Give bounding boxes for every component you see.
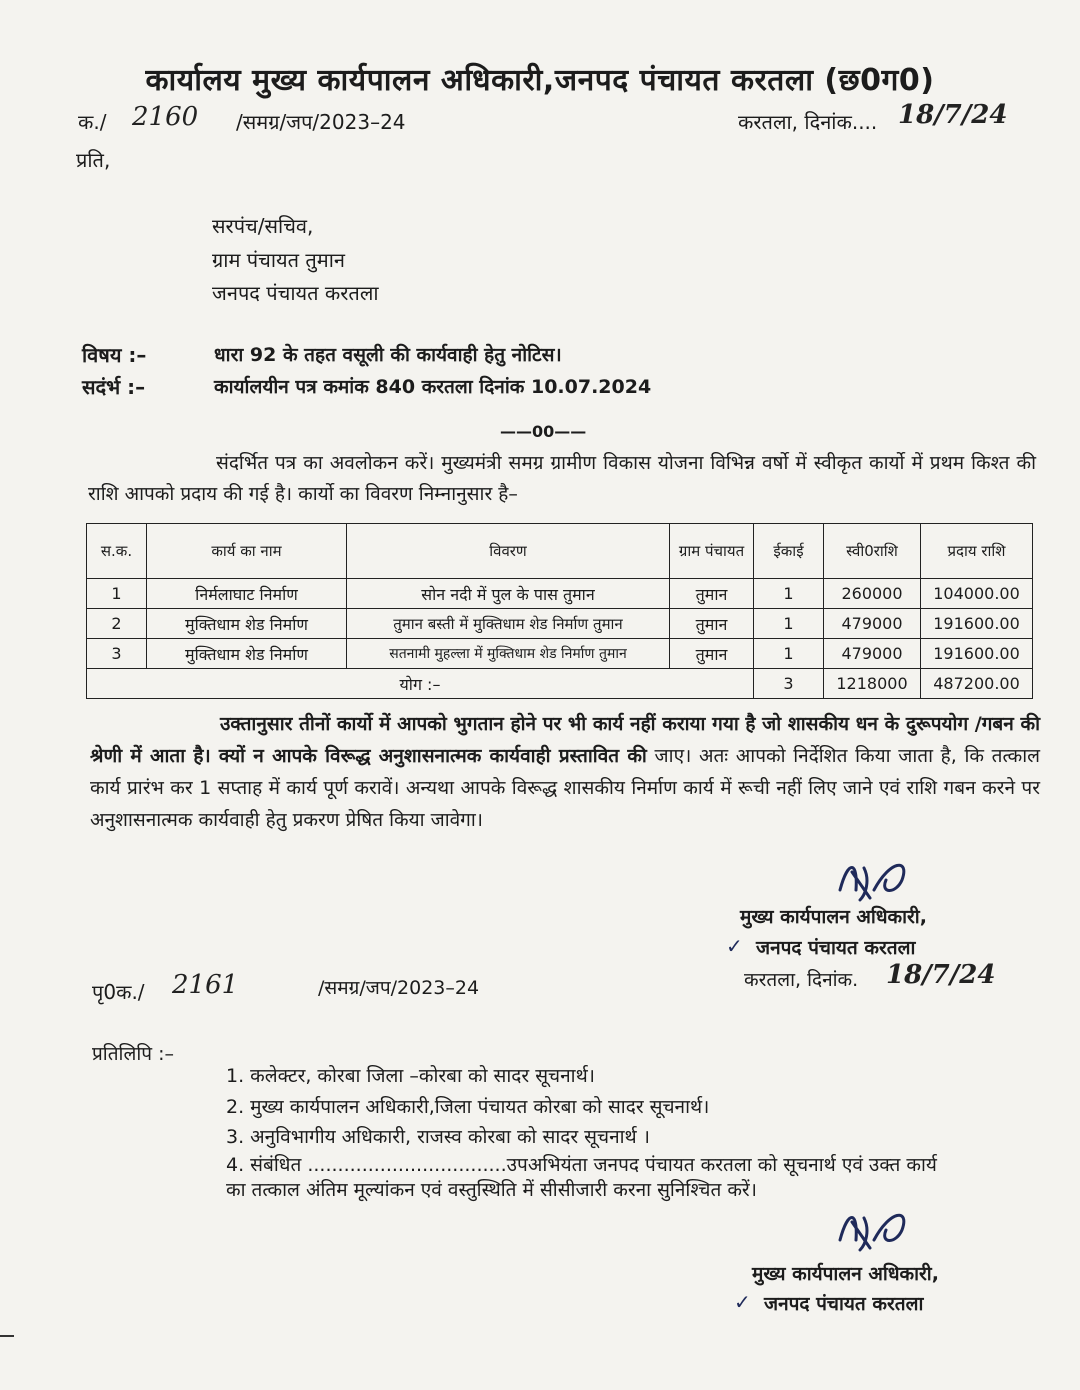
reference-label: सदंर्भ :– (82, 375, 146, 399)
total-sanctioned: 1218000 (824, 669, 921, 699)
table-row (87, 579, 1033, 609)
header-gram-panchayat: ग्राम पंचायत (670, 524, 754, 579)
endorsement-ref-suffix: /समग्र/जप/2023–24 (318, 977, 480, 999)
addressee-line2: ग्राम पंचायत तुमान (212, 248, 346, 272)
letter-date-handwritten: 18/7/24 (898, 100, 1008, 130)
works-table (86, 523, 1033, 699)
table-header-row (87, 524, 1033, 579)
endorsement-ref-prefix: पृ0क./ (92, 980, 145, 1004)
header-work-name: कार्य का नाम (147, 524, 347, 579)
cell-provided: 104000.00 (921, 579, 1033, 609)
total-label: योग :– (87, 669, 754, 699)
signature-2 (830, 1200, 920, 1260)
body-rest: जाए। अतः आपको निर्देशित किया जाता है, कि तत्काल कार्य प्रारंभ कर 1 सप्ताह में कार्य पूर्ण करावें। अन्यथा आपके विरूद्ध शासकीय निर्माण कार्य में रूची नहीं लिए जाने एवं राशि गबन करने पर अनुशासनात्मक कार्यवाही हेतु प्रकरण प्रेषित किया जावेगा। (90, 745, 1041, 831)
header-sn: स.क. (87, 524, 147, 579)
copy-label: प्रतिलिपि :– (92, 1043, 175, 1065)
letter-place-date: करतला, दिनांक.... (738, 110, 878, 134)
header-sanctioned: स्वी0राशि (824, 524, 921, 579)
cell-provided: 191600.00 (921, 639, 1033, 669)
cell-unit: 1 (754, 639, 824, 669)
copy-item: 4. संबंधित .................................उपअभियंता जनपद पंचायत करतला को सूचनार्थ एवं उक्त कार्य (226, 1154, 937, 1176)
copy-item: 1. कलेक्टर, कोरबा जिला –कोरबा को सादर सूचनार्थ। (226, 1065, 595, 1087)
signature2-designation: मुख्य कार्यपालन अधिकारी, (752, 1263, 939, 1285)
signature1-date-handwritten: 18/7/24 (886, 960, 996, 990)
tick-mark: ✓ (734, 1290, 751, 1314)
letter-ref-prefix: क./ (78, 110, 107, 134)
cell-work-name: मुक्तिधाम शेड निर्माण (147, 609, 347, 639)
header-details: विवरण (347, 524, 670, 579)
separator: ——00—— (500, 422, 587, 441)
table-row (87, 639, 1033, 669)
cell-unit: 1 (754, 609, 824, 639)
cell-sn: 3 (87, 639, 147, 669)
reference-text: कार्यालयीन पत्र कमांक 840 करतला दिनांक 10.07.2024 (214, 376, 652, 398)
cell-details: सोन नदी में पुल के पास तुमान (347, 579, 670, 609)
subject-label: विषय :– (82, 343, 147, 367)
cell-sanctioned: 479000 (824, 639, 921, 669)
signature2-office: जनपद पंचायत करतला (764, 1293, 924, 1315)
cell-details: सतनामी मुहल्ला में मुक्तिधाम शेड निर्माण तुमान (347, 639, 670, 669)
cell-sanctioned: 479000 (824, 609, 921, 639)
addressee-line1: सरपंच/सचिव, (212, 214, 314, 238)
signature1-place-date: करतला, दिनांक. (744, 969, 859, 991)
signature-1 (830, 850, 920, 910)
total-unit: 3 (754, 669, 824, 699)
total-provided: 487200.00 (921, 669, 1033, 699)
table-row (87, 609, 1033, 639)
body-bold-part: उक्तानुसार तीनों कार्यो में आपको भुगतान होने पर भी कार्य नहीं कराया गया है जो शासकीय धन के दुरूपयोग /गबन की श्रेणी में आता है। क्यों न आपके विरूद्ध अनुशासनात्मक कार्यवाही प्रस्तावित की (90, 713, 1040, 767)
cell-sanctioned: 260000 (824, 579, 921, 609)
signature1-office: जनपद पंचायत करतला (756, 937, 916, 959)
table-total-row (87, 669, 1033, 699)
cell-details: तुमान बस्ती में मुक्तिधाम शेड निर्माण तुमान (347, 609, 670, 639)
page-edge-mark (0, 1335, 14, 1337)
addressee-line3: जनपद पंचायत करतला (212, 281, 379, 305)
tick-mark: ✓ (726, 934, 743, 958)
header-provided: प्रदाय राशि (921, 524, 1033, 579)
cell-gp: तुमान (670, 609, 754, 639)
to-label: प्रति, (76, 148, 111, 172)
endorsement-ref-number: 2161 (172, 970, 239, 1000)
body-paragraph (90, 708, 1040, 836)
intro-paragraph: संदर्भित पत्र का अवलोकन करें। मुख्यमंत्री समग्र ग्रामीण विकास योजना विभिन्न वर्षो में स्वीकृत कार्यो में प्रथम किश्त की राशि आपको प्रदाय की गई है। कार्यो का विवरण निम्नानुसार है– (88, 452, 1036, 505)
cell-provided: 191600.00 (921, 609, 1033, 639)
cell-sn: 2 (87, 609, 147, 639)
cell-gp: तुमान (670, 639, 754, 669)
letter-ref-suffix: /समग्र/जप/2023–24 (236, 110, 406, 134)
office-title: कार्यालय मुख्य कार्यपालन अधिकारी,जनपद पंचायत करतला (छ0ग0) (145, 63, 935, 98)
copy-item: 3. अनुविभागीय अधिकारी, राजस्व कोरबा को सादर सूचनार्थ । (226, 1126, 650, 1148)
copy-item: 2. मुख्य कार्यपालन अधिकारी,जिला पंचायत कोरबा को सादर सूचनार्थ। (226, 1096, 710, 1118)
cell-sn: 1 (87, 579, 147, 609)
copy-item: का तत्काल अंतिम मूल्यांकन एवं वस्तुस्थिति में सीसीजारी करना सुनिश्चित करें। (226, 1179, 757, 1201)
header-unit: ईकाई (754, 524, 824, 579)
cell-unit: 1 (754, 579, 824, 609)
cell-work-name: मुक्तिधाम शेड निर्माण (147, 639, 347, 669)
signature1-designation: मुख्य कार्यपालन अधिकारी, (740, 906, 927, 928)
subject-text: धारा 92 के तहत वसूली की कार्यवाही हेतु नोटिस। (214, 344, 562, 366)
cell-gp: तुमान (670, 579, 754, 609)
letter-ref-number: 2160 (132, 102, 199, 132)
cell-work-name: निर्मलाघाट निर्माण (147, 579, 347, 609)
